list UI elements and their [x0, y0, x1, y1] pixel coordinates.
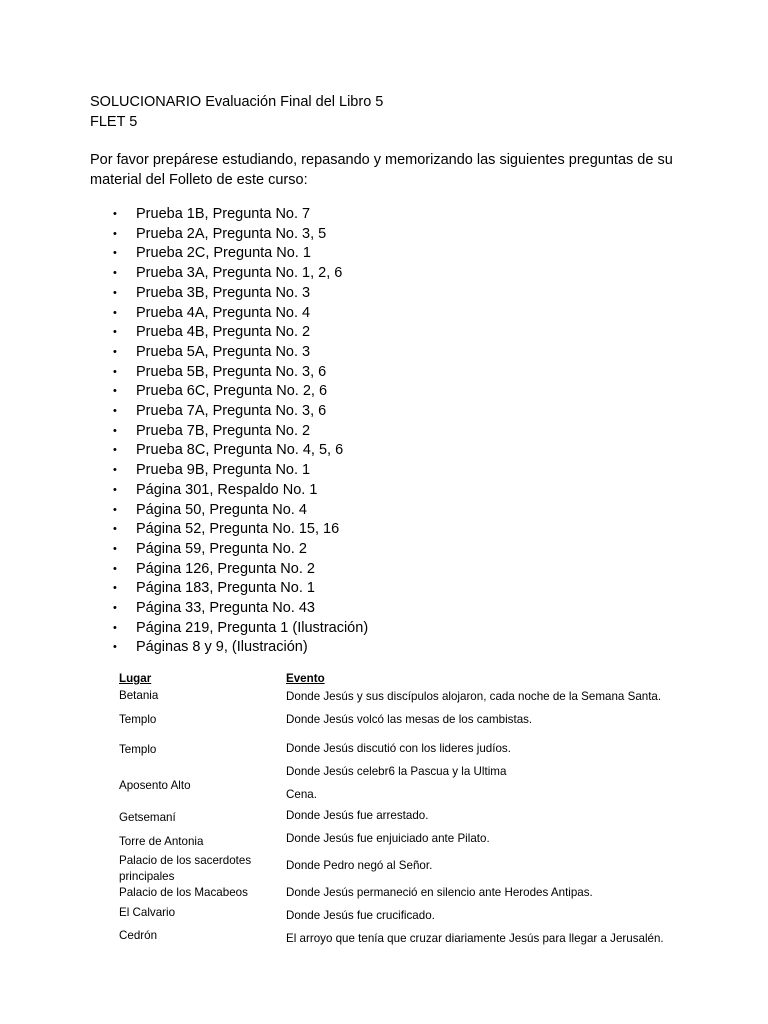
list-item [113, 638, 368, 658]
table-place-cell: Templo [119, 743, 157, 756]
intro-line-2: material del Folleto de este curso: [90, 172, 308, 188]
table-event-cell: Donde Jesús fue enjuiciado ante Pilato. [286, 832, 490, 845]
list-item [113, 323, 368, 343]
list-item-text: Prueba 3B, Pregunta No. 3 [136, 284, 311, 301]
list-item [113, 501, 368, 521]
bullet-icon: • [113, 208, 117, 220]
table-place-cell: Getsemaní [119, 811, 176, 824]
table-place-cell: El Calvario [119, 906, 176, 919]
table-place-cell: Templo [119, 713, 157, 726]
table-header-place: Lugar [119, 672, 152, 685]
list-item-text: Página 50, Pregunta No. 4 [136, 501, 307, 518]
bullet-icon: • [113, 444, 117, 457]
table-place-cell: Palacio de los sacerdotes [119, 854, 252, 867]
table-event-cell: Donde Pedro negó al Señor. [286, 859, 433, 872]
list-item-text: Prueba 7A, Pregunta No. 3, 6 [136, 403, 327, 420]
list-item [113, 461, 368, 481]
list-item-text: Prueba 6C, Pregunta No. 2, 6 [136, 383, 328, 400]
study-list [113, 205, 368, 658]
document-subtitle: FLET 5 [90, 114, 138, 130]
list-item [113, 225, 368, 245]
list-item [113, 363, 368, 383]
list-item-text: Página 301, Respaldo No. 1 [136, 481, 318, 498]
list-item-text: Páginas 8 y 9, (Ilustración) [136, 639, 308, 656]
list-item-text: Página 219, Pregunta 1 (Ilustración) [136, 619, 369, 636]
table-event-cell: Donde Jesús fue arrestado. [286, 809, 429, 822]
table-event-cell-continuation: Cena. [286, 788, 317, 801]
list-item [113, 560, 368, 580]
list-item [113, 520, 368, 540]
list-item [113, 343, 368, 363]
list-item-text: Prueba 5B, Pregunta No. 3, 6 [136, 363, 327, 380]
bullet-icon: • [113, 267, 117, 280]
bullet-icon: • [113, 365, 117, 378]
list-item-text: Prueba 8C, Pregunta No. 4, 5, 6 [136, 442, 344, 459]
bullet-icon: • [113, 247, 117, 260]
list-item [113, 205, 368, 225]
bullet-icon: • [113, 227, 117, 240]
table-place-cell-continuation: principales [119, 870, 175, 883]
bullet-icon: • [113, 483, 117, 496]
list-item [113, 382, 368, 402]
table-place-cell: Cedrón [119, 929, 158, 942]
list-item-text: Página 33, Pregunta No. 43 [136, 600, 315, 617]
list-item [113, 304, 368, 324]
list-item [113, 619, 368, 639]
bullet-icon: • [113, 385, 117, 398]
table-event-cell: Donde Jesús permaneció en silencio ante Herodes Antipas. [286, 886, 593, 899]
bullet-icon: • [113, 326, 117, 339]
document-title: SOLUCIONARIO Evaluación Final del Libro 5 [90, 94, 384, 110]
list-item [113, 579, 368, 599]
bullet-icon: • [113, 286, 117, 299]
table-place-cell: Betania [119, 689, 159, 702]
list-item-text: Página 52, Pregunta No. 15, 16 [136, 521, 340, 538]
list-item-text: Prueba 7B, Pregunta No. 2 [136, 422, 311, 439]
list-item [113, 422, 368, 442]
bullet-icon: • [113, 621, 117, 634]
bullet-icon: • [113, 405, 117, 418]
list-item-text: Prueba 5A, Pregunta No. 3 [136, 343, 311, 360]
list-item-text: Página 59, Pregunta No. 2 [136, 540, 307, 557]
bullet-icon: • [113, 582, 117, 595]
list-item-text: Página 183, Pregunta No. 1 [136, 580, 315, 597]
bullet-icon: • [113, 345, 117, 358]
list-item [113, 264, 368, 284]
list-item-text: Prueba 2C, Pregunta No. 1 [136, 245, 311, 262]
bullet-icon: • [113, 424, 117, 437]
table-event-cell: Donde Jesús y sus discípulos alojaron, cada noche de la Semana Santa. [286, 690, 662, 703]
table-place-cell: Torre de Antonia [119, 835, 204, 848]
list-item [113, 441, 368, 461]
bullet-icon: • [113, 562, 117, 575]
table-event-cell: Donde Jesús volcó las mesas de los cambistas. [286, 713, 533, 726]
list-item-text: Página 126, Pregunta No. 2 [136, 560, 315, 577]
list-item-text: Prueba 4A, Pregunta No. 4 [136, 304, 311, 321]
list-item [113, 481, 368, 501]
table-header-event: Evento [286, 672, 325, 685]
table-place-cell: Palacio de los Macabeos [119, 886, 248, 899]
table-event-cell: El arroyo que tenía que cruzar diariamente Jesús para llegar a Jerusalén. [286, 932, 664, 945]
bullet-icon: • [113, 306, 117, 319]
bullet-icon: • [113, 464, 117, 477]
list-item-text: Prueba 9B, Pregunta No. 1 [136, 462, 311, 479]
list-item-text: Prueba 3A, Pregunta No. 1, 2, 6 [136, 265, 343, 282]
list-item-text: Prueba 2A, Pregunta No. 3, 5 [136, 225, 327, 242]
list-item [113, 244, 368, 264]
bullet-icon: • [113, 641, 117, 654]
bullet-icon: • [113, 523, 117, 536]
table-place-cell: Aposento Alto [119, 779, 191, 792]
intro-line-1: Por favor prepárese estudiando, repasando y memorizando las siguientes preguntas de su [90, 152, 673, 168]
bullet-icon: • [113, 542, 117, 555]
list-item-text: Prueba 1B, Pregunta No. 7 [136, 206, 311, 222]
table-event-cell: Donde Jesús discutió con los lideres judíos. [286, 742, 511, 755]
list-item [113, 599, 368, 619]
list-item [113, 540, 368, 560]
list-item [113, 402, 368, 422]
bullet-icon: • [113, 503, 117, 516]
bullet-icon: • [113, 602, 117, 615]
list-item [113, 284, 368, 304]
table-event-cell: Donde Jesús celebr6 la Pascua y la Ultima [286, 765, 507, 778]
list-item-text: Prueba 4B, Pregunta No. 2 [136, 324, 311, 341]
table-event-cell: Donde Jesús fue crucificado. [286, 909, 435, 922]
